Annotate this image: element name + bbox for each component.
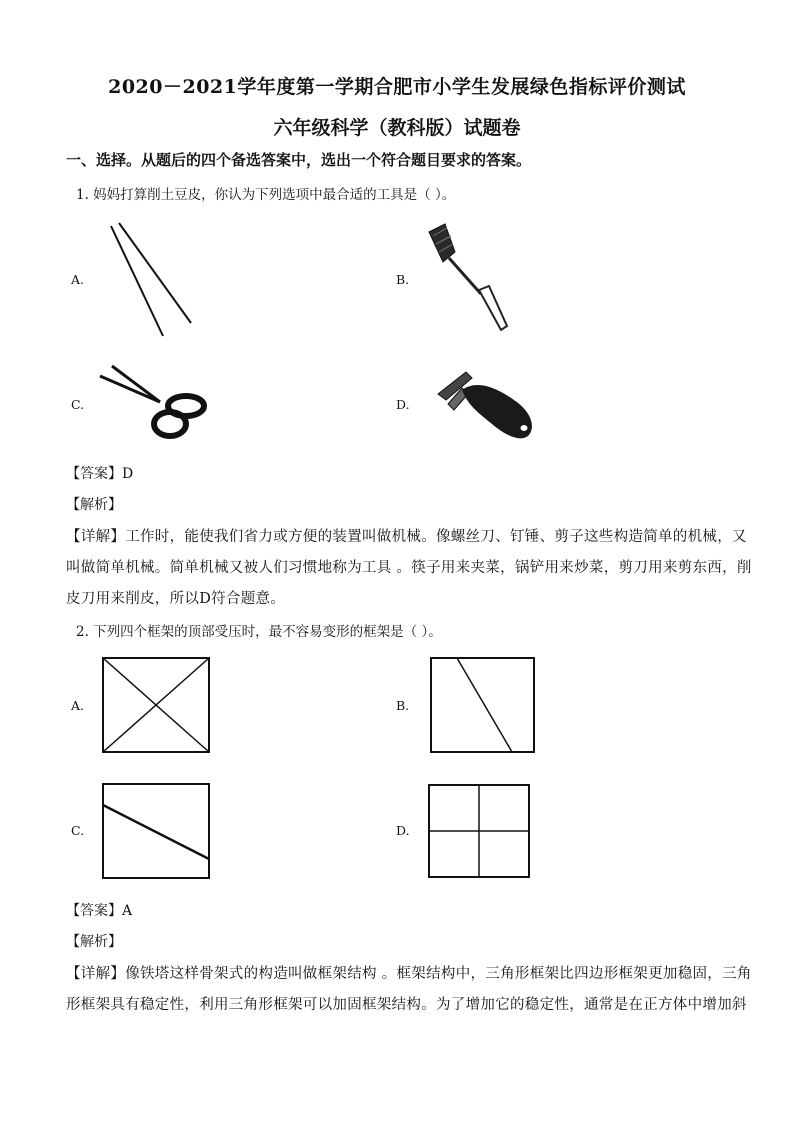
q1-option-d-label: D.: [396, 397, 410, 412]
section-heading: 一、选择。从题后的四个备选答案中，选出一个符合题目要求的答案。: [66, 151, 532, 169]
chopsticks-icon: [105, 220, 200, 340]
q2-option-c-label: C.: [71, 823, 85, 838]
q2-answer: 【答案】A: [66, 903, 133, 919]
q1-answer: 【答案】D: [66, 466, 134, 482]
scissors-icon: [98, 362, 213, 444]
peeler-icon: [436, 366, 540, 444]
q2-option-d-label: D.: [396, 823, 410, 838]
question-2-stem: 2. 下列四个框架的顶部受压时，最不容易变形的框架是（ ）。: [76, 624, 442, 640]
q1-option-b-label: B.: [396, 272, 410, 287]
q1-detail-line-3: 皮刀用来削皮，所以D符合题意。: [66, 591, 286, 607]
q1-option-a-label: A.: [71, 272, 85, 287]
frame-x-brace-icon: [102, 657, 210, 753]
q1-detail-line-2: 叫做简单机械。简单机械又被人们习惯地称为工具 。筷子用来夹菜，锅铲用来炒菜，剪刀用来剪东西，削: [66, 560, 752, 576]
frame-cross-icon: [428, 784, 530, 878]
q2-option-b-label: B.: [396, 698, 410, 713]
q2-option-a-label: A.: [71, 698, 85, 713]
spatula-icon: [425, 222, 515, 337]
title-line-1: 2020－2021学年度第一学期合肥市小学生发展绿色指标评价测试: [108, 76, 686, 98]
title-line-2: 六年级科学（教科版）试题卷: [273, 117, 521, 139]
question-1-stem: 1. 妈妈打算削土豆皮，你认为下列选项中最合适的工具是（ ）。: [76, 187, 456, 203]
q1-detail-line-1: 【详解】工作时，能使我们省力或方便的装置叫做机械。像螺丝刀、钉锤、剪子这些构造简单的机械，又: [66, 529, 747, 545]
q1-option-c-label: C.: [71, 397, 85, 412]
q2-analysis-tag: 【解析】: [66, 934, 122, 950]
frame-single-diagonal-icon: [430, 657, 535, 753]
q1-analysis-tag: 【解析】: [66, 497, 122, 513]
frame-slanted-line-icon: [102, 783, 210, 879]
q2-detail-line-1: 【详解】像铁塔这样骨架式的构造叫做框架结构 。框架结构中，三角形框架比四边形框架更加稳固，三角: [66, 966, 752, 982]
q2-detail-line-2: 形框架具有稳定性，利用三角形框架可以加固框架结构。为了增加它的稳定性，通常是在正方体中增加斜: [66, 997, 747, 1013]
